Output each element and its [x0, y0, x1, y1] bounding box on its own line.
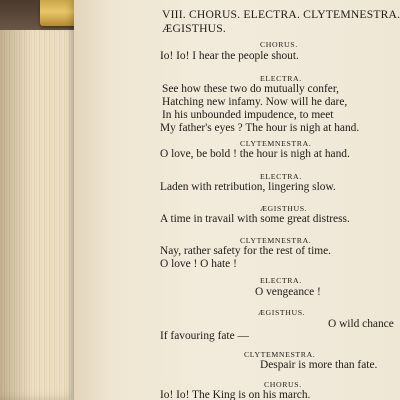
- speaker-label: CLYTEMNESTRA.: [244, 350, 316, 359]
- speaker-label: ELECTRA.: [260, 172, 302, 181]
- speaker-label: CLYTEMNESTRA.: [240, 236, 312, 245]
- verse-line: O love, be bold ! the hour is nigh at hand.: [160, 148, 350, 160]
- speaker-label: ELECTRA.: [260, 276, 302, 285]
- verse-line: O love ! O hate !: [160, 258, 237, 270]
- speaker-label: CHORUS.: [260, 40, 298, 49]
- speaker-label: ELECTRA.: [260, 74, 302, 83]
- speaker-label: CHORUS.: [264, 380, 302, 389]
- scene-heading-line-1: VIII. CHORUS. ELECTRA. CLYTEMNESTRA.: [162, 8, 400, 21]
- speaker-label: CLYTEMNESTRA.: [240, 139, 312, 148]
- verse-line: A time in travail with some great distress.: [160, 213, 350, 225]
- verse-line: Hatching new infamy. Now will he dare,: [162, 96, 348, 108]
- verse-line: Io! Io! The King is on his march.: [160, 389, 311, 400]
- book-page: [74, 0, 400, 400]
- verse-line: Despair is more than fate.: [260, 359, 378, 371]
- verse-line: Nay, rather safety for the rest of time.: [160, 245, 331, 257]
- speaker-label: ÆGISTHUS.: [258, 308, 306, 317]
- verse-line: O wild chance: [328, 318, 394, 330]
- verse-line: Laden with retribution, lingering slow.: [160, 181, 336, 193]
- verse-line: Io! Io! I hear the people shout.: [160, 50, 299, 62]
- edge-shadow: [0, 0, 82, 400]
- verse-line: My father's eyes ? The hour is nigh at hand.: [160, 122, 360, 134]
- scene-heading-line-2: ÆGISTHUS.: [162, 22, 226, 35]
- verse-line: If favouring fate —: [160, 330, 249, 342]
- speaker-label: ÆGISTHUS.: [260, 204, 308, 213]
- verse-line: See how these two do mutually confer,: [162, 83, 340, 95]
- verse-line: O vengeance !: [255, 286, 321, 298]
- verse-line: In his unbounded impudence, to meet: [162, 109, 334, 121]
